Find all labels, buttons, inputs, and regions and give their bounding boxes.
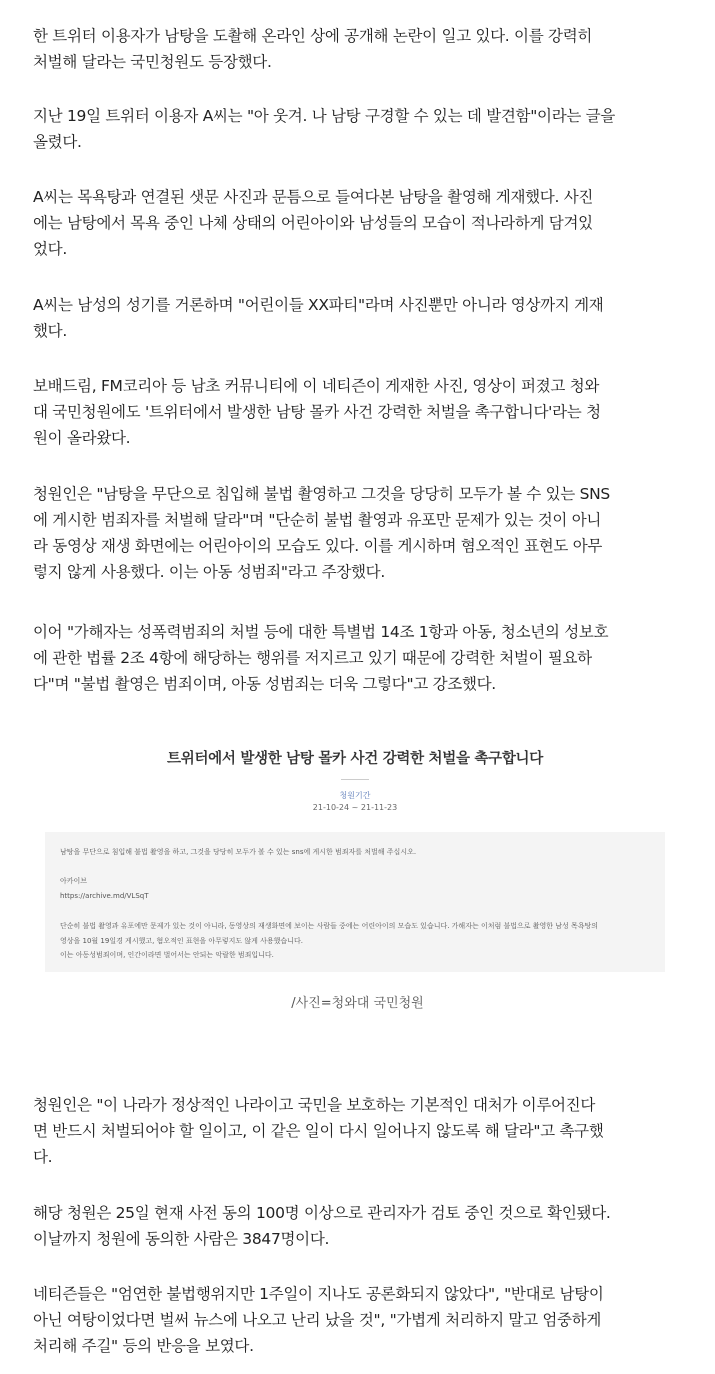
paragraph: 이어 "가해자는 성폭력범죄의 처벌 등에 대한 특별법 14조 1항과 아동, 청소년의 성보호 에 관한 법률 2조 4항에 해당하는 행위를 저지르고 있기 때문에 강력한 처벌이 필요하 다"며 "불법 촬영은 범죄이며, 아동 성범죄는 더욱 그렇다"고 강조했다. — [33, 623, 609, 693]
petition-link: https://archive.md/VLSqT — [60, 892, 149, 900]
paragraph: 네티즌들은 "엄연한 불법행위지만 1주일이 지나도 공론화되지 않았다", "반대로 남탕이 아닌 여탕이었다면 벌써 뉴스에 나오고 난리 났을 것", "가볍게 처리하지 말고 엄중하게 처리해 주길" 등의 반응을 보였다. — [33, 1285, 604, 1355]
petition-text-line: 아카이브 — [60, 877, 88, 885]
paragraph: A씨는 남성의 성기를 거론하며 "어린이들 XX파티"라며 사진뿐만 아니라 영상까지 게재 했다. — [33, 296, 604, 340]
petition-title: 트위터에서 발생한 남탕 몰카 사건 강력한 처벌을 촉구합니다 — [167, 751, 543, 767]
paragraph: A씨는 목욕탕과 연결된 샛문 사진과 문틈으로 들여다본 남탕을 촬영해 게재했다. 사진 에는 남탕에서 목욕 중인 나체 상태의 어린아이와 남성들의 모습이 적나라하게 담겨있 었다. — [33, 188, 594, 258]
paragraph: 지난 19일 트위터 이용자 A씨는 "아 웃겨. 나 남탕 구경할 수 있는 데 발견함"이라는 글을 올렸다. — [33, 107, 616, 151]
petition-screenshot — [45, 737, 665, 977]
petition-text-line: 영상을 10월 19일경 게시했고, 혐오적인 표현을 아무렇지도 않게 사용했습니다. — [60, 937, 303, 945]
paragraph: 청원인은 "남탕을 무단으로 침입해 불법 촬영하고 그것을 당당히 모두가 볼 수 있는 SNS 에 게시한 범죄자를 처벌해 달라"며 "단순히 불법 촬영과 유포만 문제가 있는 것이 아니 라 동영상 재생 화면에는 어린아이의 모습도 있다. 이를 게시하며 혐오적인 표현도 아무 렇지 않게 사용했다. 이는 아동 성범죄"라고 주장했다. — [33, 485, 610, 581]
image-caption: /사진=청와대 국민청원 — [291, 996, 424, 1011]
paragraph: 청원인은 "이 나라가 정상적인 나라이고 국민을 보호하는 기본적인 대처가 이루어진다 면 반드시 처벌되어야 할 일이고, 이 같은 일이 다시 일어나지 않도록 해 달라"고 촉구했 다. — [33, 1096, 604, 1166]
divider — [341, 779, 369, 780]
paragraph: 한 트위터 이용자가 남탕을 도촬해 온라인 상에 공개해 논란이 일고 있다. 이를 강력히 처벌해 달라는 국민청원도 등장했다. — [33, 27, 593, 71]
petition-text-line: 남탕을 무단으로 침입해 불법 촬영을 하고, 그것을 당당히 모두가 볼 수 있는 sns에 게시한 범죄자를 처벌해 주십시오. — [60, 848, 417, 856]
petition-body — [45, 832, 665, 972]
petition-period: 21-10-24 ~ 21-11-23 — [312, 803, 398, 812]
paragraph: 해당 청원은 25일 현재 사전 동의 100명 이상으로 관리자가 검토 중인 것으로 확인됐다. 이날까지 청원에 동의한 사람은 3847명이다. — [33, 1204, 611, 1248]
petition-text-line: 이는 아동성범죄이며, 인간이라면 벌어서는 안되는 악랄한 범죄입니다. — [60, 951, 274, 959]
petition-period-label: 청원기간 — [339, 791, 371, 800]
paragraph: 보배드림, FM코리아 등 남초 커뮤니티에 이 네티즌이 게재한 사진, 영상이 퍼졌고 청와 대 국민청원에도 '트위터에서 발생한 남탕 몰카 사건 강력한 처벌을 촉구합니다'라는 청 원이 올라왔다. — [33, 377, 601, 447]
petition-text-line: 단순히 불법 촬영과 유포에만 문제가 있는 것이 아니라, 동영상의 재생화면에 보이는 사람들 중에는 어린아이의 모습도 있습니다. 가해자는 이처럼 불법으로 촬영한 남성 목욕탕의 — [60, 922, 599, 930]
